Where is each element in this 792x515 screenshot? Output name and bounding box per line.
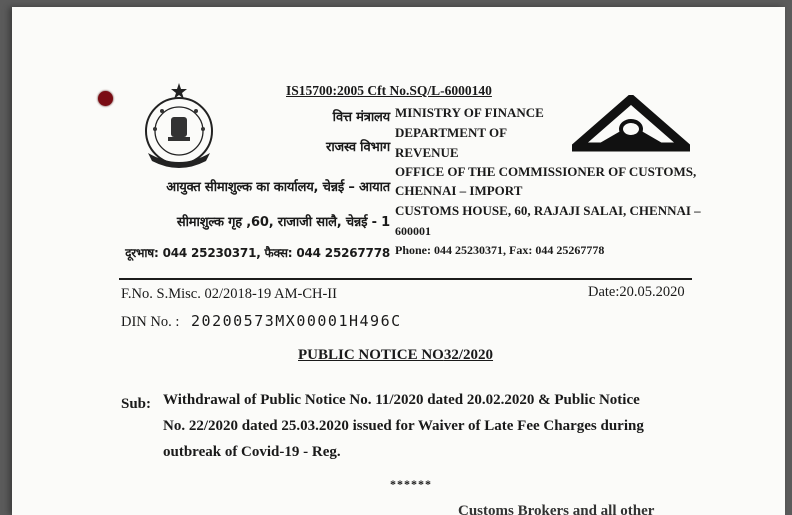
subject-line-1: Withdrawal of Public Notice No. 11/2020 dated 20.02.2020 & Public Notice [163,392,640,408]
customs-emblem-icon [140,81,218,169]
isi-mark-icon [572,95,690,157]
separator: ****** [390,477,432,491]
hindi-phone: दूरभाष: 044 25230371, फैक्स: 044 25267778 [125,246,390,260]
notice-title-prefix: PUBLIC NOTICE NO [298,347,444,363]
english-department-2: REVENUE [395,145,459,160]
english-address-1: CUSTOMS HOUSE, 60, RAJAJI SALAI, CHENNAI – [395,203,701,218]
cutoff-text: Customs Brokers and all other [458,503,655,515]
date-value: 20.05.2020 [619,284,685,300]
red-mark [98,91,113,106]
english-office-2: CHENNAI – IMPORT [395,183,523,198]
din-value: 20200573MX00001H496C [191,312,402,330]
isi-certificate: IS15700:2005 Cft No.SQ/L-6000140 [286,83,492,98]
document-page [12,7,785,515]
hindi-office: आयुक्त सीमाशुल्क का कार्यालय, चेन्नई – आयात [166,180,390,195]
subject-line-2: No. 22/2020 dated 25.03.2020 issued for Waiver of Late Fee Charges during [163,418,644,434]
subject-label: Sub: [121,396,152,412]
notice-title [298,347,493,364]
hindi-department: राजस्व विभाग [326,140,390,155]
english-address-2: 600001 [395,224,431,238]
subject-line-3: outbreak of Covid-19 - Reg. [163,444,341,460]
english-ministry: MINISTRY OF FINANCE [395,105,544,120]
english-office-1: OFFICE OF THE COMMISSIONER OF CUSTOMS, [395,164,697,179]
din-row [121,312,402,331]
header-divider [119,278,692,280]
file-number: F.No. S.Misc. 02/2018-19 AM-CH-II [121,286,337,302]
date-label: Date: [588,284,620,300]
hindi-address: सीमाशुल्क गृह ,60, राजाजी सालै, चेन्नई - 1 [176,215,390,230]
hindi-ministry: वित्त मंत्रालय [332,110,390,125]
english-phone: Phone: 044 25230371, Fax: 044 25267778 [395,243,605,257]
notice-date [588,284,685,301]
notice-number: 32/2020 [443,347,494,363]
english-department-1: DEPARTMENT OF [395,125,508,140]
din-label: DIN No. : [121,314,180,330]
